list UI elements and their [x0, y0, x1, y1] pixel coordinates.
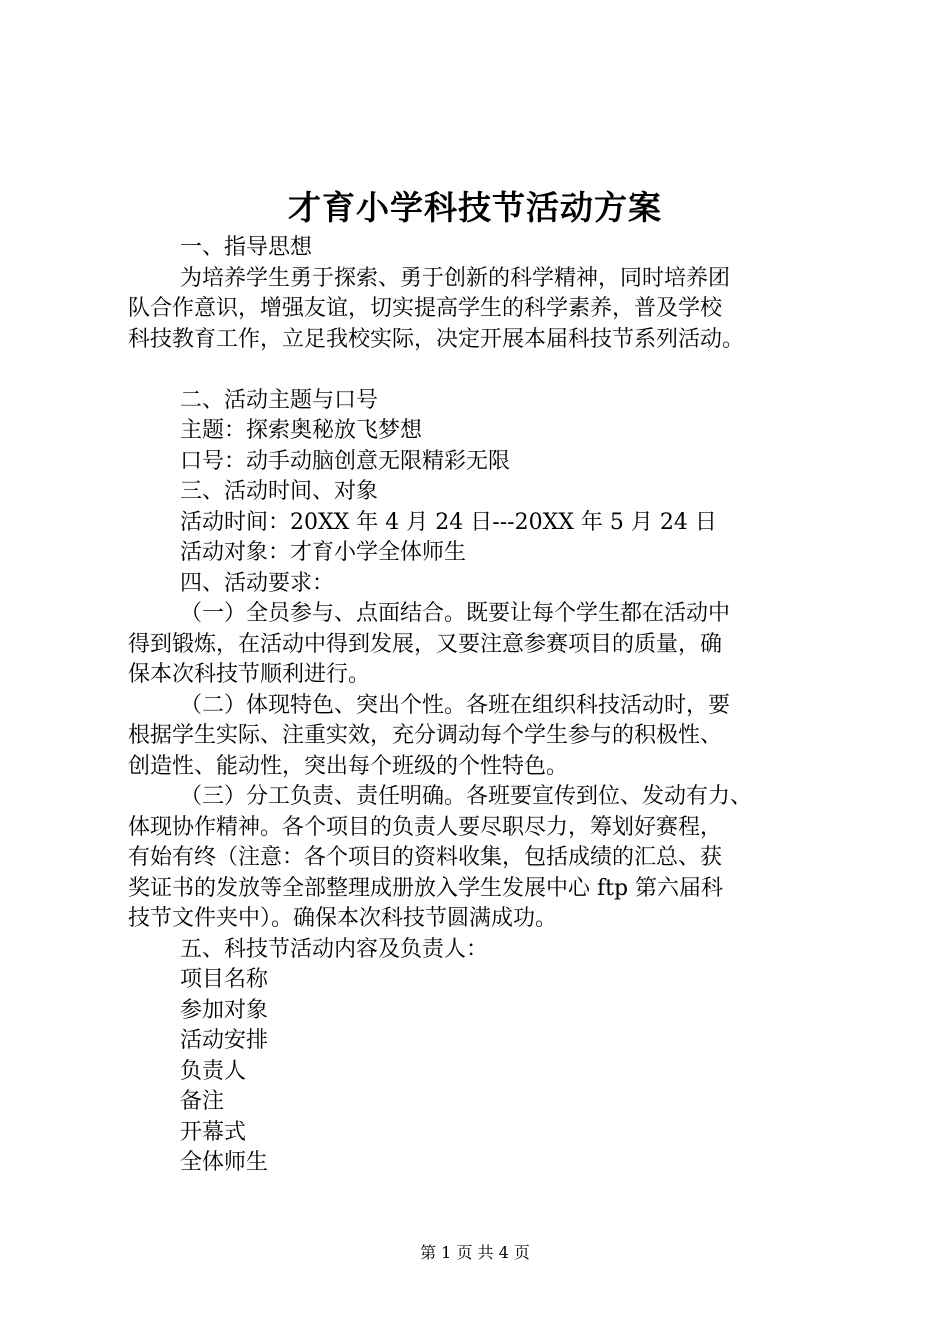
paragraph-line: 创造性、能动性，突出每个班级的个性特色。	[128, 753, 569, 779]
paragraph-line: 全体师生	[180, 1150, 269, 1175]
paragraph-line: 根据学生实际、注重实效，充分调动每个学生参与的积极性、	[128, 723, 723, 748]
paragraph-line: 四、活动要求：	[180, 570, 335, 596]
paragraph-line: 三、活动时间、对象	[180, 479, 379, 504]
paragraph-line: 一、指导思想	[180, 235, 313, 260]
paragraph-line: 备注	[180, 1089, 225, 1114]
paragraph-line: 二、活动主题与口号	[180, 387, 379, 413]
paragraph-line: 奖证书的发放等全部整理成册放入学生发展中心 ftp 第六届科	[128, 875, 724, 901]
page-number-footer: 第 1 页 共 4 页	[420, 1243, 530, 1262]
document-body	[128, 233, 828, 1179]
paragraph-line: 得到锻炼，在活动中得到发展，又要注意参赛项目的质量，确	[128, 631, 723, 657]
paragraph-line: 项目名称	[180, 967, 269, 992]
paragraph-line: 开幕式	[180, 1119, 247, 1145]
paragraph-line: 五、科技节活动内容及负责人：	[180, 936, 489, 962]
paragraph-line: 有始有终（注意：各个项目的资料收集，包括成绩的汇总、获	[128, 845, 723, 870]
paragraph-line: 队合作意识，增强友谊，切实提高学生的科学素养，普及学校	[128, 296, 723, 321]
paragraph-line: 活动时间：20XX 年 4 月 24 日---20XX 年 5 月 24 日	[180, 509, 717, 535]
paragraph-line: 技节文件夹中）。确保本次科技节圆满成功。	[128, 906, 558, 931]
paragraph-line: 活动对象：才育小学全体师生	[180, 540, 467, 565]
paragraph-line: 科技教育工作，立足我校实际，决定开展本届科技节系列活动。	[128, 326, 745, 352]
paragraph-line: 为培养学生勇于探索、勇于创新的科学精神，同时培养团	[180, 265, 731, 291]
paragraph-line: 活动安排	[180, 1028, 269, 1053]
paragraph-line: 口号：动手动脑创意无限精彩无限	[180, 448, 511, 474]
paragraph-line: 参加对象	[180, 997, 269, 1023]
paragraph-line: （一）全员参与、点面结合。既要让每个学生都在活动中	[180, 601, 731, 626]
paragraph-line: （三）分工负责、责任明确。各班要宣传到位、发动有力、	[180, 784, 753, 809]
paragraph-line: 保本次科技节顺利进行。	[128, 662, 371, 687]
paragraph-line: 负责人	[180, 1058, 247, 1084]
blank-line	[128, 355, 828, 386]
paragraph-line: 体现协作精神。各个项目的负责人要尽职尽力，筹划好赛程，	[128, 814, 723, 840]
paragraph-line: （二）体现特色、突出个性。各班在组织科技活动时，要	[180, 692, 731, 718]
document-title: 才育小学科技节活动方案	[288, 188, 662, 227]
paragraph-line: 主题：探索奥秘放飞梦想	[180, 418, 423, 443]
